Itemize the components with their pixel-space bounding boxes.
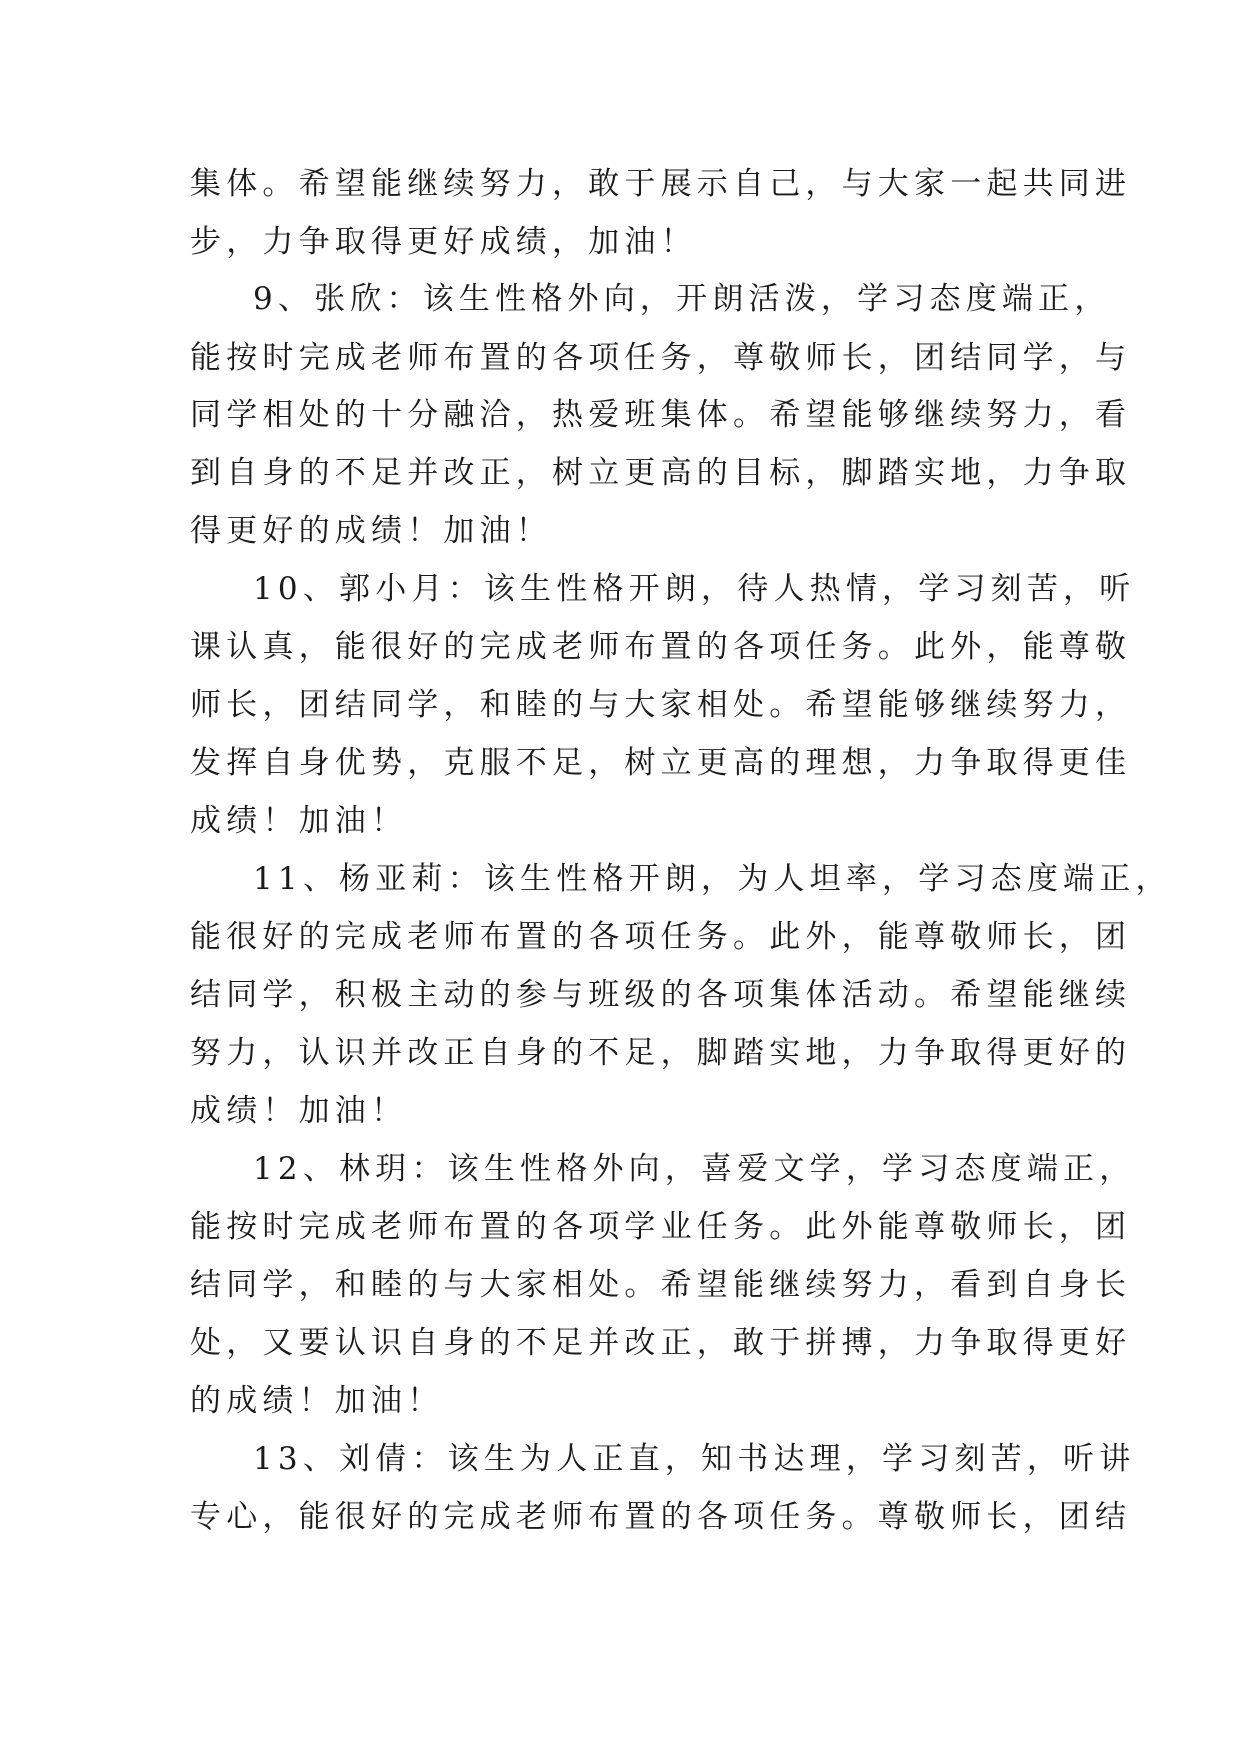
text-line: 集体。希望能继续努力，敢于展示自己，与大家一起共同进 <box>190 166 1132 202</box>
text-line: 处，又要认识自身的不足并改正，敢于拼搏，力争取得更好 <box>190 1325 1132 1361</box>
paragraph-start-line: 9、张欣：该生性格外向，开朗活泼，学习态度端正， <box>253 281 1111 317</box>
text-line: 结同学，和睦的与大家相处。希望能继续努力，看到自身长 <box>190 1267 1132 1303</box>
text-line: 师长，团结同学，和睦的与大家相处。希望能够继续努力， <box>190 687 1132 723</box>
text-line: 成绩！加油！ <box>190 1093 408 1129</box>
paragraph-start-line: 11、杨亚莉：该生性格开朗，为人坦率，学习态度端正， <box>253 861 1172 897</box>
text-line: 成绩！加油！ <box>190 803 408 839</box>
text-line: 能很好的完成老师布置的各项任务。此外，能尊敬师长，团 <box>190 919 1132 955</box>
text-line: 努力，认识并改正自身的不足，脚踏实地，力争取得更好的 <box>190 1035 1132 1071</box>
text-line: 结同学，积极主动的参与班级的各项集体活动。希望能继续 <box>190 977 1132 1013</box>
text-line: 的成绩！加油！ <box>190 1383 444 1419</box>
text-line: 步，力争取得更好成绩，加油！ <box>190 224 697 260</box>
text-line: 得更好的成绩！加油！ <box>190 513 552 549</box>
text-line: 课认真，能很好的完成老师布置的各项任务。此外，能尊敬 <box>190 629 1132 665</box>
text-line: 能按时完成老师布置的各项学业任务。此外能尊敬师长，团 <box>190 1209 1132 1245</box>
text-line: 能按时完成老师布置的各项任务，尊敬师长，团结同学，与 <box>190 340 1132 376</box>
text-line: 专心，能很好的完成老师布置的各项任务。尊敬师长，团结 <box>190 1499 1132 1535</box>
text-line: 同学相处的十分融洽，热爱班集体。希望能够继续努力，看 <box>190 397 1132 433</box>
text-line: 发挥自身优势，克服不足，树立更高的理想，力争取得更佳 <box>190 745 1132 781</box>
paragraph-start-line: 12、林玥：该生性格外向，喜爱文学，学习态度端正， <box>253 1151 1136 1187</box>
paragraph-start-line: 10、郭小月：该生性格开朗，待人热情，学习刻苦，听 <box>253 571 1136 607</box>
text-line: 到自身的不足并改正，树立更高的目标，脚踏实地，力争取 <box>190 455 1132 491</box>
paragraph-start-line: 13、刘倩：该生为人正直，知书达理，学习刻苦，听讲 <box>253 1441 1136 1477</box>
